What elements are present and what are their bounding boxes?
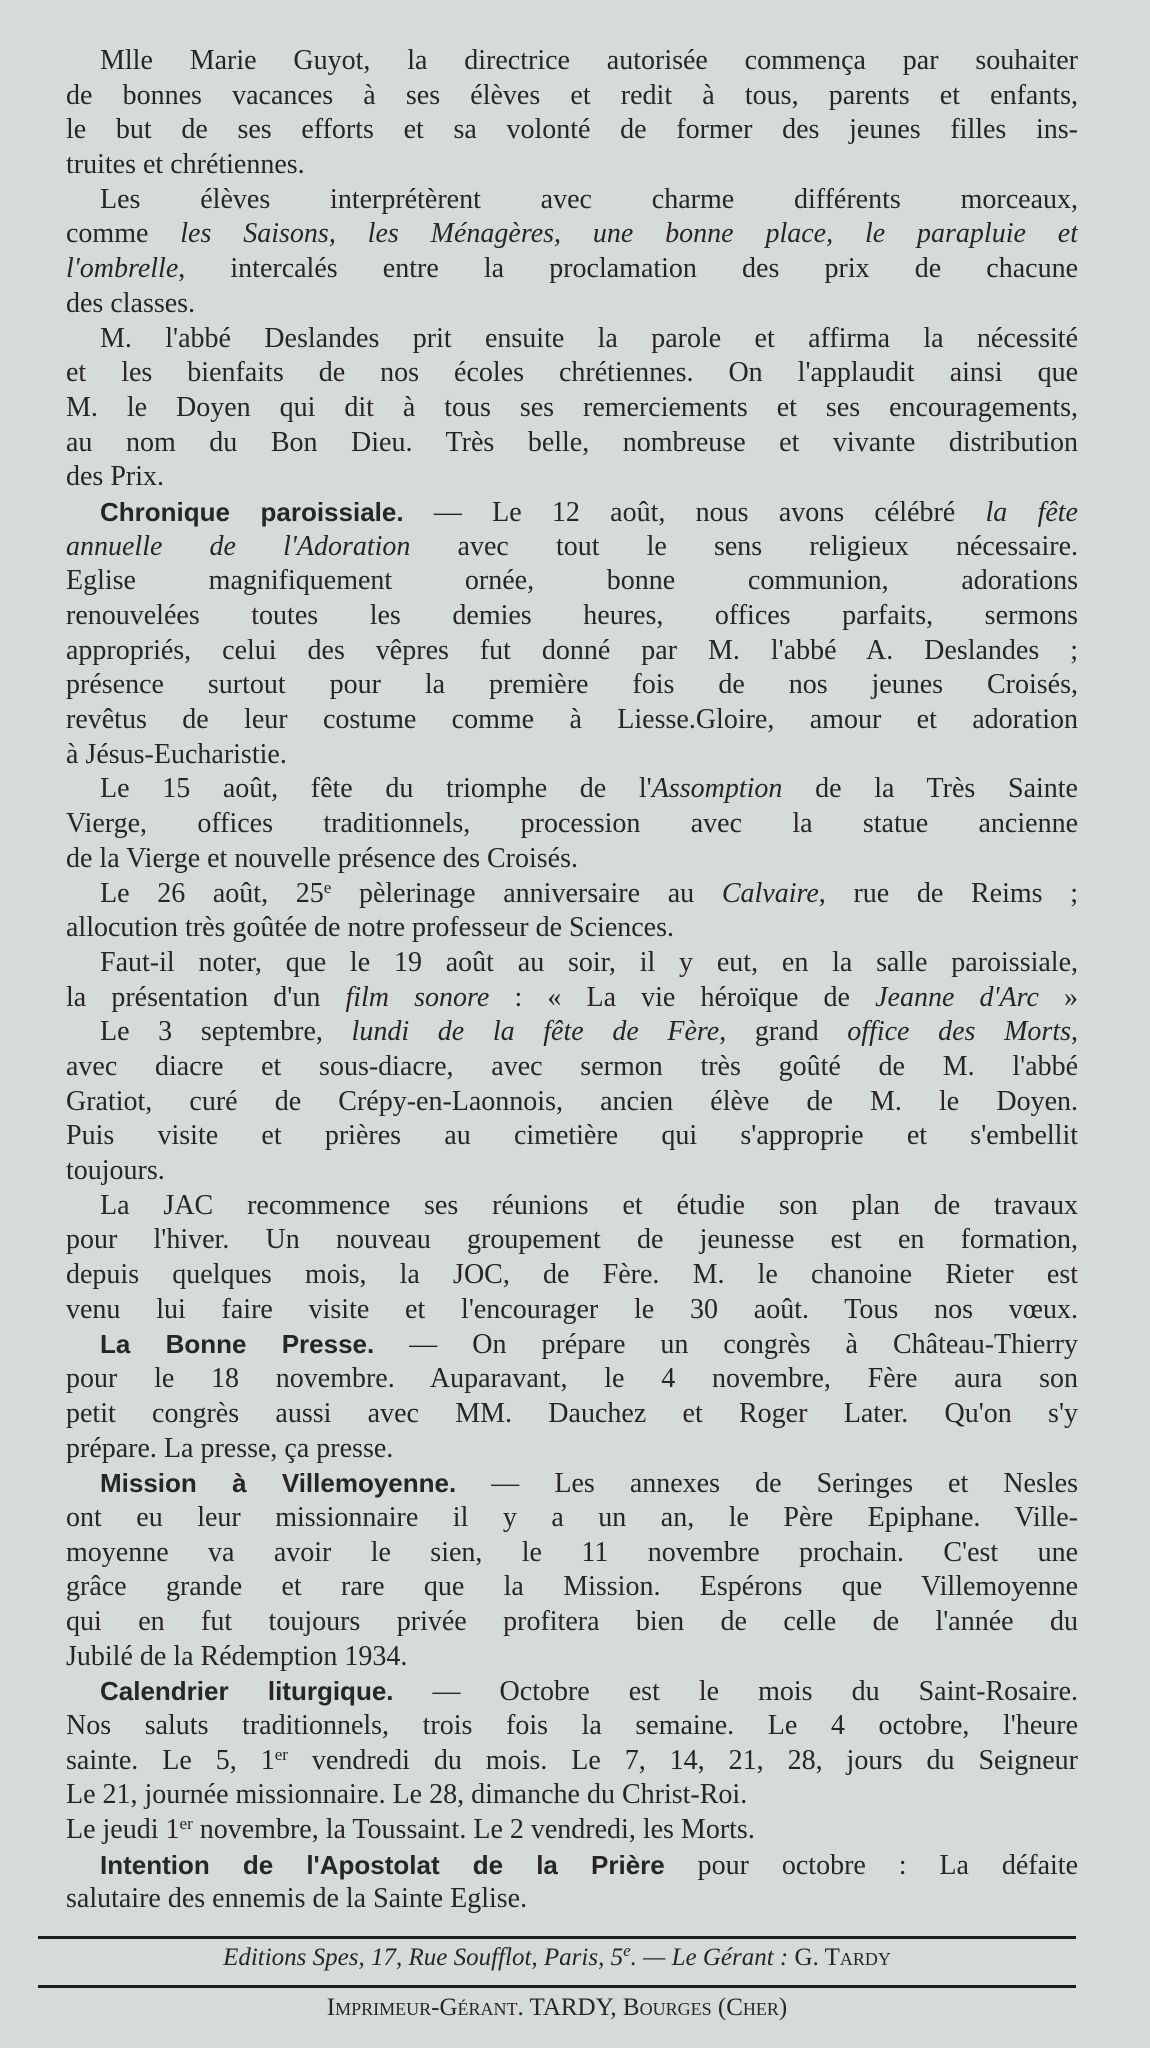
- text-run: revêtus de leur costume comme à Liesse.Gloire, amour et adoration: [66, 704, 1078, 736]
- text-line: [66, 1709, 1078, 1744]
- text-line: [66, 1050, 1078, 1085]
- text-run: allocution très goûtée de notre professeur de Sciences.: [66, 912, 675, 944]
- text-run: pèlerinage anniversaire au: [331, 877, 722, 909]
- text-line: [66, 911, 1078, 946]
- text-line: [66, 703, 1078, 738]
- text-run: pour l'hiver. Un nouveau groupement de jeunesse est en formation,: [66, 1224, 1078, 1256]
- text-line: [66, 1674, 1078, 1709]
- text-run: pour octobre : La défaite: [664, 1849, 1078, 1881]
- text-line: [66, 946, 1078, 981]
- text-run: de la Très Sainte: [782, 773, 1078, 805]
- text-run: avec tout le sens religieux nécessaire.: [410, 530, 1078, 562]
- text-line: [66, 183, 1078, 218]
- text-run: depuis quelques mois, la JOC, de Fère. M. le chanoine Rieter est: [66, 1259, 1078, 1291]
- text-line: [66, 217, 1078, 252]
- text-line: [66, 1258, 1078, 1293]
- article-body: [66, 44, 1078, 1917]
- italic-title: Jeanne d'Arc: [875, 981, 1039, 1013]
- text-run: avec diacre et sous-diacre, avec sermon très goûté de M. l'abbé: [66, 1050, 1078, 1082]
- text-line: [66, 44, 1078, 79]
- superscript: e: [323, 877, 332, 897]
- text-line: [66, 1223, 1078, 1258]
- text-run: Puis visite et prières au cimetière qui s'approprie et s'embellit: [66, 1120, 1078, 1152]
- text-run: moyenne va avoir le sien, le 11 novembre prochain. C'est une: [66, 1536, 1078, 1568]
- text-run: Jubilé de la Rédemption 1934.: [66, 1640, 408, 1672]
- italic-title: annuelle de l'Adoration: [66, 530, 411, 562]
- text-line: [66, 1778, 1078, 1813]
- text-run: ,: [1071, 1016, 1078, 1048]
- italic-title: les Saisons, les Ménagères, une bonne place, le parapluie et: [180, 218, 1078, 250]
- text-run: ont eu leur missionnaire il y a un an, le Père Epiphane. Ville-: [66, 1501, 1078, 1533]
- text-run: Nos saluts traditionnels, trois fois la semaine. Le 4 octobre, l'heure: [66, 1710, 1078, 1741]
- text-line: [66, 668, 1078, 703]
- manager-label: . — Le Gérant :: [630, 1944, 795, 1971]
- text-run: : « La vie héroïque de: [489, 981, 876, 1013]
- text-run: Le jeudi 1: [66, 1814, 180, 1846]
- text-run: sainte. Le 5, 1: [66, 1744, 275, 1776]
- text-line: [66, 495, 1078, 530]
- text-run: toujours.: [66, 1155, 165, 1186]
- text-line: [66, 1189, 1078, 1224]
- footer-rule-bottom: [38, 1985, 1076, 1988]
- text-run: à Jésus-Eucharistie.: [66, 738, 287, 770]
- italic-title: office des Morts: [847, 1016, 1071, 1048]
- text-run: , intercalés entre la proclamation des prix de chacune: [178, 253, 1078, 285]
- text-run: renouvelées toutes les demies heures, offices parfaits, sermons: [66, 600, 1078, 631]
- text-line: [66, 1015, 1078, 1050]
- italic-title: Assomption: [651, 773, 783, 805]
- text-line: [66, 460, 1078, 495]
- footer-rule-top: [38, 1936, 1076, 1939]
- text-run: petit congrès aussi avec MM. Dauchez et Roger Later. Qu'on s'y: [66, 1397, 1078, 1429]
- text-line: [66, 1085, 1078, 1120]
- text-run: — On prépare un congrès à Château-Thierry: [374, 1329, 1078, 1361]
- text-run: qui en fut toujours privée profitera bien de celle de l'année du: [66, 1605, 1078, 1637]
- text-line: [66, 530, 1078, 565]
- text-run: la présentation d'un: [66, 981, 346, 1013]
- text-run: »: [1038, 981, 1078, 1013]
- text-run: grâce grande et rare que la Mission. Espérons que Villemoyenne: [66, 1571, 1078, 1603]
- text-run: des classes.: [66, 287, 196, 319]
- text-run: Faut-il noter, que le 19 août au soir, il y eut, en la salle paroissiale,: [100, 946, 1078, 978]
- text-run: et les bienfaits de nos écoles chrétiennes. On l'applaudit ainsi que: [66, 357, 1078, 389]
- text-run: — Octobre est le mois du Saint-Rosaire.: [393, 1676, 1078, 1708]
- text-line: [66, 1154, 1078, 1189]
- text-line: [66, 1536, 1078, 1571]
- text-line: [66, 1362, 1078, 1397]
- text-line: [66, 1848, 1078, 1883]
- text-line: [66, 877, 1078, 912]
- printer-line: Imprimeur-Gérant. TARDY, Bourges (Cher): [326, 1994, 788, 2021]
- text-line: [66, 1327, 1078, 1362]
- section-heading: La Bonne Presse.: [100, 1329, 375, 1360]
- superscript: er: [274, 1744, 288, 1764]
- superscript: er: [179, 1814, 193, 1834]
- text-run: de bonnes vacances à ses élèves et redit à tous, parents et enfants,: [66, 79, 1078, 111]
- publisher-address: Editions Spes, 17, Rue Soufflot, Paris, 5: [223, 1944, 624, 1971]
- text-run: Le 21, journée missionnaire. Le 28, dimanche du Christ-Roi.: [66, 1779, 748, 1811]
- text-line: [66, 1501, 1078, 1536]
- text-line: [66, 1882, 1078, 1917]
- text-line: [66, 1570, 1078, 1605]
- section-heading: Chronique paroissiale.: [100, 496, 404, 527]
- text-run: pour le 18 novembre. Auparavant, le 4 novembre, Fère aura son: [66, 1363, 1078, 1395]
- italic-title: la fête: [985, 496, 1078, 528]
- text-run: Gratiot, curé de Crépy-en-Laonnois, ancien élève de M. le Doyen.: [66, 1085, 1078, 1117]
- text-line: [66, 322, 1078, 357]
- text-run: Eglise magnifiquement ornée, bonne communion, adorations: [66, 565, 1078, 597]
- text-run: — Le 12 août, nous avons célébré: [403, 496, 986, 528]
- text-run: vendredi du mois. Le 7, 14, 21, 28, jours du Seigneur: [287, 1744, 1078, 1776]
- text-run: le but de ses efforts et sa volonté de former des jeunes filles ins-: [66, 114, 1078, 146]
- italic-title: Calvaire: [721, 877, 819, 909]
- text-run: appropriés, celui des vêpres fut donné par M. l'abbé A. Deslandes ;: [66, 634, 1078, 666]
- text-line: [66, 842, 1078, 877]
- text-line: [66, 738, 1078, 773]
- text-run: M. l'abbé Deslandes prit ensuite la parole et affirma la nécessité: [100, 322, 1078, 354]
- text-line: [66, 599, 1078, 634]
- section-heading: Mission à Villemoyenne.: [100, 1468, 457, 1499]
- text-line: [66, 1466, 1078, 1501]
- text-line: [66, 287, 1078, 322]
- text-line: [66, 1119, 1078, 1154]
- text-line: [66, 148, 1078, 183]
- text-line: [66, 807, 1078, 842]
- italic-title: film sonore: [345, 981, 490, 1013]
- text-run: Le 26 août, 25: [100, 877, 324, 909]
- text-run: Le 15 août, fête du triomphe de l': [100, 773, 652, 805]
- text-line: [66, 113, 1078, 148]
- text-line: [66, 634, 1078, 669]
- text-run: au nom du Bon Dieu. Très belle, nombreuse et vivante distribution: [66, 426, 1078, 458]
- text-line: [66, 1432, 1078, 1467]
- section-heading: Intention de l'Apostolat de la Prière: [100, 1849, 665, 1880]
- text-line: [66, 79, 1078, 114]
- manager-name: G. Tardy: [794, 1944, 891, 1971]
- publisher-arrondissement-sup: e: [623, 1941, 631, 1960]
- text-line: [66, 391, 1078, 426]
- text-line: [66, 564, 1078, 599]
- text-line: [66, 1397, 1078, 1432]
- text-run: Les élèves interprétèrent avec charme différents morceaux,: [100, 183, 1078, 215]
- text-line: [66, 1640, 1078, 1675]
- publisher-line: [38, 1941, 1076, 1972]
- text-line: [66, 772, 1078, 807]
- text-run: Mlle Marie Guyot, la directrice autorisée commença par souhaiter: [100, 45, 1078, 76]
- text-line: [66, 252, 1078, 287]
- text-line: [66, 1813, 1078, 1848]
- text-run: salutaire des ennemis de la Sainte Eglise.: [66, 1883, 528, 1915]
- text-run: présence surtout pour la première fois de nos jeunes Croisés,: [66, 669, 1078, 701]
- text-run: — Les annexes de Seringes et Nesles: [456, 1468, 1078, 1500]
- text-run: La JAC recommence ses réunions et étudie son plan de travaux: [100, 1189, 1078, 1221]
- italic-title: lundi de la fête de Fère: [351, 1016, 720, 1048]
- text-run: de la Vierge et nouvelle présence des Croisés.: [66, 842, 578, 874]
- text-run: novembre, la Toussaint. Le 2 vendredi, les Morts.: [192, 1814, 755, 1846]
- text-run: prépare. La presse, ça presse.: [66, 1432, 394, 1464]
- text-run: Le 3 septembre,: [100, 1016, 352, 1048]
- text-run: comme: [66, 218, 181, 250]
- italic-title: l'ombrelle: [66, 253, 179, 285]
- text-line: [66, 426, 1078, 461]
- text-run: , grand: [719, 1016, 848, 1048]
- text-run: venu lui faire visite et l'encourager le 30 août. Tous nos vœux.: [66, 1293, 1078, 1325]
- text-line: [66, 1605, 1078, 1640]
- text-line: [66, 1293, 1078, 1328]
- text-line: [66, 1744, 1078, 1779]
- text-run: , rue de Reims ;: [818, 877, 1078, 909]
- text-run: truites et chrétiennes.: [66, 149, 305, 181]
- text-run: M. le Doyen qui dit à tous ses remerciements et ses encouragements,: [66, 391, 1078, 423]
- section-heading: Calendrier liturgique.: [100, 1676, 394, 1707]
- text-run: Vierge, offices traditionnels, procession avec la statue ancienne: [66, 808, 1078, 840]
- text-run: des Prix.: [66, 461, 164, 493]
- text-line: [66, 356, 1078, 391]
- text-line: [66, 981, 1078, 1016]
